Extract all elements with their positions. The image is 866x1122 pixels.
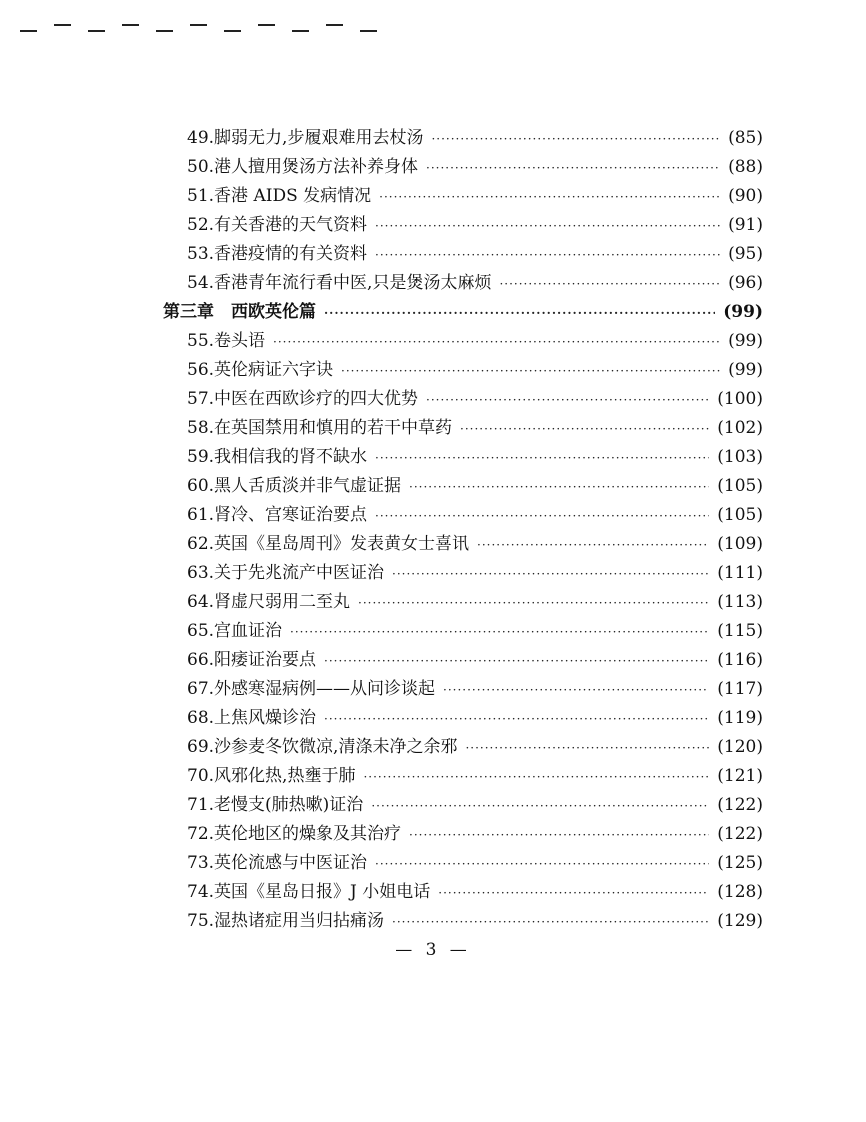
toc-entry	[163, 240, 763, 269]
toc-entry-number: 60.	[187, 476, 215, 496]
dot-leader	[371, 792, 709, 821]
toc-entry-title: 在英国禁用和慎用的若干中草药	[214, 418, 453, 438]
toc-page-number: (115)	[717, 621, 763, 641]
toc-entry-number: 74.	[187, 882, 215, 902]
toc-entry-number: 68.	[187, 708, 215, 728]
toc-page-number: (100)	[717, 389, 763, 409]
header-dash-marks	[20, 16, 377, 32]
dot-leader	[290, 618, 709, 647]
toc-page-number: (103)	[717, 447, 763, 467]
toc-entry-number: 64.	[187, 592, 215, 612]
toc-entry-title: 中医在西欧诊疗的四大优势	[214, 389, 419, 409]
toc-entry-title: 英伦病证六字诀	[214, 360, 334, 380]
toc-entry-title: 英国《星岛周刊》发表黄女士喜讯	[214, 534, 470, 554]
toc-page-number: (120)	[717, 737, 763, 757]
dot-leader	[465, 734, 709, 763]
toc-entry	[163, 124, 763, 153]
toc-entry	[163, 385, 763, 414]
toc-entry-title: 上焦风燥诊治	[214, 708, 317, 728]
toc-entry	[163, 472, 763, 501]
toc-entry	[163, 414, 763, 443]
dot-leader	[375, 444, 709, 473]
toc-page-number: (96)	[728, 273, 763, 293]
toc-entry-number: 55.	[187, 331, 215, 351]
toc-entry-title: 外感寒湿病例——从问诊谈起	[214, 679, 436, 699]
dot-leader	[477, 531, 709, 560]
toc-entry	[163, 443, 763, 472]
page-number: — 3 —	[395, 940, 471, 960]
toc-entry	[163, 733, 763, 762]
toc-entry-number: 56.	[187, 360, 215, 380]
toc-entry-title: 香港 AIDS 发病情况	[214, 186, 372, 206]
toc-page-number: (122)	[717, 795, 763, 815]
toc-page-number: (119)	[717, 708, 763, 728]
toc-page-number: (129)	[717, 911, 763, 931]
toc-entry-number: 54.	[187, 273, 215, 293]
toc-entry-title: 港人擅用煲汤方法补养身体	[214, 157, 419, 177]
toc-entry-number: 72.	[187, 824, 215, 844]
dot-leader	[409, 821, 709, 850]
toc-page-number: (121)	[717, 766, 763, 786]
toc-page-number: (91)	[728, 215, 763, 235]
toc-entry	[163, 530, 763, 559]
toc-entry-number: 62.	[187, 534, 215, 554]
dot-leader	[443, 676, 709, 705]
toc-entry-number: 65.	[187, 621, 215, 641]
dot-leader	[431, 125, 720, 154]
toc-page-number: (90)	[728, 186, 763, 206]
toc-page-number: (117)	[717, 679, 763, 699]
toc-page-number: (88)	[728, 157, 763, 177]
toc-entry-number: 70.	[187, 766, 215, 786]
toc-entry	[163, 907, 763, 936]
toc-entry-number: 57.	[187, 389, 215, 409]
toc-entry-title: 英国《星岛日报》J 小姐电话	[214, 882, 431, 902]
toc-entry	[163, 878, 763, 907]
toc-entry-title: 我相信我的肾不缺水	[214, 447, 368, 467]
toc-page-number: (109)	[717, 534, 763, 554]
dash-mark	[326, 24, 343, 26]
toc-entry	[163, 153, 763, 182]
dot-leader	[375, 212, 720, 241]
toc-page-number: (99)	[728, 360, 763, 380]
toc-entry	[163, 269, 763, 298]
toc-entry-title: 肾冷、宫寒证治要点	[214, 505, 368, 525]
toc-entry-title: 关于先兆流产中医证治	[214, 563, 385, 583]
toc-entry-number: 67.	[187, 679, 215, 699]
dot-leader	[379, 183, 720, 212]
toc-entry-number: 52.	[187, 215, 215, 235]
toc-entry-number: 75.	[187, 911, 215, 931]
toc-entry-title: 香港疫情的有关资料	[214, 244, 368, 264]
toc-entry	[163, 820, 763, 849]
toc-chapter-heading	[163, 298, 763, 327]
toc-page-number: (125)	[717, 853, 763, 873]
toc-entry-number: 63.	[187, 563, 215, 583]
toc-entry-number: 71.	[187, 795, 215, 815]
dot-leader	[375, 850, 709, 879]
dot-leader	[324, 299, 715, 328]
toc-entry-number: 51.	[187, 186, 215, 206]
toc-page-number: (85)	[728, 128, 763, 148]
toc-entry-title: 湿热诸症用当归拈痛汤	[214, 911, 385, 931]
toc-page-number: (95)	[728, 244, 763, 264]
toc-entry-title: 有关香港的天气资料	[214, 215, 368, 235]
toc-entry	[163, 501, 763, 530]
toc-entry-title: 英伦地区的燥象及其治疗	[214, 824, 402, 844]
toc-entry-title: 肾虚尺弱用二至丸	[214, 592, 351, 612]
toc-entry-title: 香港青年流行看中医,只是煲汤太麻烦	[214, 273, 492, 293]
dash-mark	[360, 30, 377, 32]
dot-leader	[438, 879, 709, 908]
toc-entry	[163, 849, 763, 878]
toc-page-number: (116)	[717, 650, 763, 670]
toc-entry-title: 阳痿证治要点	[214, 650, 317, 670]
dot-leader	[460, 415, 709, 444]
toc-entry-title: 英伦流感与中医证治	[214, 853, 368, 873]
dash-mark	[190, 24, 207, 26]
dot-leader	[392, 908, 709, 937]
toc-entry	[163, 762, 763, 791]
dot-leader	[324, 647, 709, 676]
toc-entry-title: 卷头语	[214, 331, 266, 351]
toc-entry	[163, 356, 763, 385]
toc-page-number: (105)	[717, 476, 763, 496]
dot-leader	[273, 328, 720, 357]
dot-leader	[375, 241, 720, 270]
toc-page-number: (105)	[717, 505, 763, 525]
dot-leader	[409, 473, 709, 502]
toc-page-number: (111)	[717, 563, 763, 583]
table-of-contents	[163, 124, 763, 936]
dot-leader	[426, 386, 709, 415]
toc-page-number: (99)	[723, 302, 763, 322]
toc-entry-number: 61.	[187, 505, 215, 525]
dot-leader	[358, 589, 709, 618]
toc-entry-title: 第三章 西欧英伦篇	[163, 302, 316, 322]
toc-entry-title: 沙参麦冬饮微凉,清涤未净之余邪	[214, 737, 458, 757]
dot-leader	[392, 560, 709, 589]
toc-entry	[163, 791, 763, 820]
dash-mark	[224, 30, 241, 32]
dash-mark	[20, 30, 37, 32]
toc-page-number: (128)	[717, 882, 763, 902]
dash-mark	[54, 24, 71, 26]
toc-entry	[163, 588, 763, 617]
toc-page-number: (102)	[717, 418, 763, 438]
toc-entry-title: 脚弱无力,步履艰难用去杖汤	[214, 128, 424, 148]
dot-leader	[363, 763, 709, 792]
dash-mark	[122, 24, 139, 26]
toc-entry-number: 49.	[187, 128, 215, 148]
toc-entry-number: 66.	[187, 650, 215, 670]
toc-entry-title: 黑人舌质淡并非气虚证据	[214, 476, 402, 496]
toc-page-number: (113)	[717, 592, 763, 612]
dash-mark	[258, 24, 275, 26]
toc-entry-title: 老慢支(肺热嗽)证治	[214, 795, 364, 815]
toc-entry-number: 59.	[187, 447, 215, 467]
dot-leader	[499, 270, 720, 299]
dot-leader	[324, 705, 709, 734]
toc-entry	[163, 704, 763, 733]
toc-page-number: (99)	[728, 331, 763, 351]
dot-leader	[341, 357, 720, 386]
toc-entry	[163, 559, 763, 588]
dot-leader	[375, 502, 709, 531]
toc-entry-title: 风邪化热,热壅于肺	[214, 766, 356, 786]
toc-entry	[163, 646, 763, 675]
toc-page-number: (122)	[717, 824, 763, 844]
dash-mark	[88, 30, 105, 32]
toc-entry-number: 58.	[187, 418, 215, 438]
toc-entry	[163, 675, 763, 704]
toc-entry-number: 50.	[187, 157, 215, 177]
dash-mark	[156, 30, 173, 32]
toc-entry-number: 53.	[187, 244, 215, 264]
toc-entry	[163, 211, 763, 240]
toc-entry	[163, 617, 763, 646]
dash-mark	[292, 30, 309, 32]
toc-entry-number: 73.	[187, 853, 215, 873]
toc-entry-title: 宫血证治	[214, 621, 283, 641]
dot-leader	[426, 154, 720, 183]
toc-entry	[163, 327, 763, 356]
toc-entry	[163, 182, 763, 211]
toc-entry-number: 69.	[187, 737, 215, 757]
